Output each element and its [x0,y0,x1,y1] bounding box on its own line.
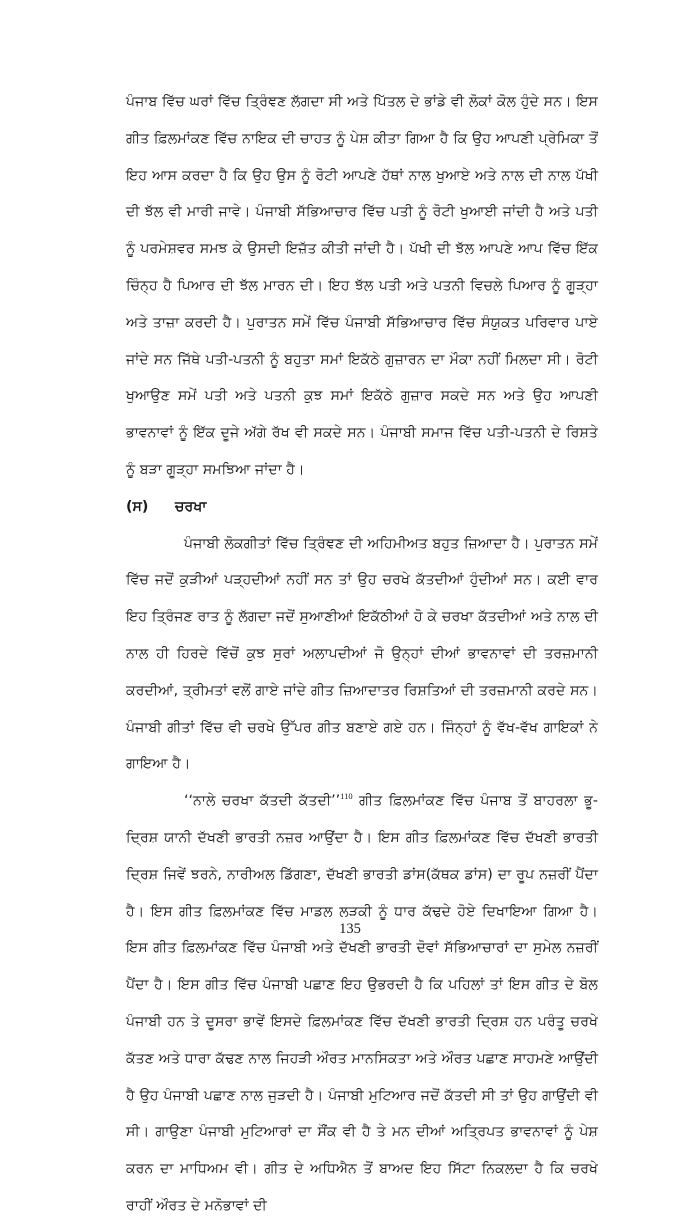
paragraph-3 [126,783,598,1225]
section-number: (ਸ) [126,498,149,515]
page-body [126,84,598,1225]
footnote-reference: 110 [340,791,353,802]
paragraph-1: ਪੰਜਾਬ ਵਿੱਚ ਘਰਾਂ ਵਿੱਚ ਤ੍ਰਿੰਞਣ ਲੱਗਦਾ ਸੀ ਅਤੇ ਪਿੱਤਲ ਦੇ ਭਾਂਡੇ ਵੀ ਲੋਕਾਂ ਕੋਲ ਹੁੰਦੇ ਸਨ। ਇਸ ਗੀਤ ਫ਼ਿਲਮਾਂਕਣ ਵਿੱਚ ਨਾਇਕ ਦੀ ਚਾਹਤ ਨੂੰ ਪੇਸ਼ ਕੀਤਾ ਗਿਆ ਹੈ ਕਿ ਉਹ ਆਪਣੀ ਪ੍ਰੇਮਿਕਾ ਤੋਂ ਇਹ ਆਸ ਕਰਦਾ ਹੈ ਕਿ ਉਹ ਉਸ ਨੂੰ ਰੋਟੀ ਆਪਣੇ ਹੱਥਾਂ ਨਾਲ ਖੁਆਏ ਅਤੇ ਨਾਲ ਦੀ ਨਾਲ ਪੱਖੀ ਦੀ ਝੱਲ ਵੀ ਮਾਰੀ ਜਾਵੇ। ਪੰਜਾਬੀ ਸੱਭਿਆਚਾਰ ਵਿੱਚ ਪਤੀ ਨੂੰ ਰੋਟੀ ਖੁਆਈ ਜਾਂਦੀ ਹੈ ਅਤੇ ਪਤੀ ਨੂੰ ਪਰਮੇਸ਼ਵਰ ਸਮਝ ਕੇ ਉਸਦੀ ਇਜ਼ੱਤ ਕੀਤੀ ਜਾਂਦੀ ਹੈ। ਪੱਖੀ ਦੀ ਝੱਲ ਆਪਣੇ ਆਪ ਵਿੱਚ ਇੱਕ ਚਿੰਨ੍ਹ ਹੈ ਪਿਆਰ ਦੀ ਝੱਲ ਮਾਰਨ ਦੀ। ਇਹ ਝੱਲ ਪਤੀ ਅਤੇ ਪਤਨੀ ਵਿਚਲੇ ਪਿਆਰ ਨੂੰ ਗੂੜ੍ਹਾ ਅਤੇ ਤਾਜ਼ਾ ਕਰਦੀ ਹੈ। ਪੁਰਾਤਨ ਸਮੇਂ ਵਿੱਚ ਪੰਜਾਬੀ ਸੱਭਿਆਚਾਰ ਵਿੱਚ ਸੰਯੁਕਤ ਪਰਿਵਾਰ ਪਾਏ ਜਾਂਦੇ ਸਨ ਜਿੱਥੇ ਪਤੀ-ਪਤਨੀ ਨੂੰ ਬਹੁਤਾ ਸਮਾਂ ਇਕੱਠੇ ਗੁਜ਼ਾਰਨ ਦਾ ਮੌਕਾ ਨਹੀਂ ਮਿਲਦਾ ਸੀ। ਰੋਟੀ ਖੁਆਉਣ ਸਮੇਂ ਪਤੀ ਅਤੇ ਪਤਨੀ ਕੁਝ ਸਮਾਂ ਇਕੱਠੇ ਗੁਜ਼ਾਰ ਸਕਦੇ ਸਨ ਅਤੇ ਉਹ ਆਪਣੀ ਭਾਵਨਾਵਾਂ ਨੂੰ ਇੱਕ ਦੂਜੇ ਅੱਗੇ ਰੱਖ ਵੀ ਸਕਦੇ ਸਨ। ਪੰਜਾਬੀ ਸਮਾਜ ਵਿੱਚ ਪਤੀ-ਪਤਨੀ ਦੇ ਰਿਸ਼ਤੇ ਨੂੰ ਬੜਾ ਗੂੜ੍ਹਾ ਸਮਝਿਆ ਜਾਂਦਾ ਹੈ। [126,94,598,478]
song-title-quote: ‘‘ਨਾਲੇ ਚਰਖਾ ਕੱਤਦੀ ਕੱਤਦੀ’’ [184,793,341,810]
section-heading [126,489,598,526]
section-title: ਚਰਖਾ [175,498,207,515]
paragraph-2: ਪੰਜਾਬੀ ਲੋਕਗੀਤਾਂ ਵਿੱਚ ਤ੍ਰਿੰਞਣ ਦੀ ਅਹਿਮੀਅਤ ਬਹੁਤ ਜ਼ਿਆਦਾ ਹੈ। ਪੁਰਾਤਨ ਸਮੇਂ ਵਿੱਚ ਜਦੋਂ ਕੁੜੀਆਂ ਪੜ੍ਹਦੀਆਂ ਨਹੀਂ ਸਨ ਤਾਂ ਉਹ ਚਰਖੇ ਕੱਤਦੀਆਂ ਹੁੰਦੀਆਂ ਸਨ। ਕਈ ਵਾਰ ਇਹ ਤ੍ਰਿੰਜਣ ਰਾਤ ਨੂੰ ਲੱਗਦਾ ਜਦੋਂ ਸੁਆਣੀਆਂ ਇਕੱਠੀਆਂ ਹੋ ਕੇ ਚਰਖਾ ਕੱਤਦੀਆਂ ਅਤੇ ਨਾਲ ਦੀ ਨਾਲ ਹੀ ਹਿਰਦੇ ਵਿੱਚੋਂ ਕੁਝ ਸੁਰਾਂ ਅਲਾਪਦੀਆਂ ਜੋ ਉਨ੍ਹਾਂ ਦੀਆਂ ਭਾਵਨਾਵਾਂ ਦੀ ਤਰਜ਼ਮਾਨੀ ਕਰਦੀਆਂ, ਤ੍ਰੀਮਤਾਂ ਵਲੋਂ ਗਾਏ ਜਾਂਦੇ ਗੀਤ ਜ਼ਿਆਦਾਤਰ ਰਿਸ਼ਤਿਆਂ ਦੀ ਤਰਜ਼ਮਾਨੀ ਕਰਦੇ ਸਨ। ਪੰਜਾਬੀ ਗੀਤਾਂ ਵਿੱਚ ਵੀ ਚਰਖੇ ਉੱਪਰ ਗੀਤ ਬਣਾਏ ਗਏ ਹਨ। ਜਿੰਨ੍ਹਾਂ ਨੂੰ ਵੱਖ-ਵੱਖ ਗਾਇਕਾਂ ਨੇ ਗਾਇਆ ਹੈ। [126,535,598,773]
paragraph-3-text: ਗੀਤ ਫ਼ਿਲਮਾਂਕਣ ਵਿੱਚ ਪੰਜਾਬ ਤੋਂ ਬਾਹਰਲਾ ਭੂ-ਦ੍ਰਿਸ਼ ਯਾਨੀ ਦੱਖਣੀ ਭਾਰਤੀ ਨਜ਼ਰ ਆਉਂਦਾ ਹੈ। ਇਸ ਗੀਤ ਫ਼ਿਲਮਾਂਕਣ ਵਿੱਚ ਦੱਖਣੀ ਭਾਰਤੀ ਦ੍ਰਿਸ਼ ਜਿਵੇਂ ਝਰਨੇ, ਨਾਰੀਅਲ ਡਿੱਗਣਾ, ਦੱਖਣੀ ਭਾਰਤੀ ਡਾਂਸ(ਕੱਥਕ ਡਾਂਸ) ਦਾ ਰੂਪ ਨਜ਼ਰੀਂ ਪੈਂਦਾ ਹੈ। ਇਸ ਗੀਤ ਫ਼ਿਲਮਾਂਕਣ ਵਿੱਚ ਮਾਡਲ ਲੜਕੀ ਨੂੰ ਧਾਰ ਕੱਢਦੇ ਹੋਏ ਦਿਖਾਇਆ ਗਿਆ ਹੈ। ਇਸ ਗੀਤ ਫ਼ਿਲਮਾਂਕਣ ਵਿੱਚ ਪੰਜਾਬੀ ਅਤੇ ਦੱਖਣੀ ਭਾਰਤੀ ਦੋਵਾਂ ਸੱਭਿਆਚਾਰਾਂ ਦਾ ਸੁਮੇਲ ਨਜ਼ਰੀਂ ਪੈਂਦਾ ਹੈ। ਇਸ ਗੀਤ ਵਿੱਚ ਪੰਜਾਬੀ ਪਛਾਣ ਇਹ ਉਭਰਦੀ ਹੈ ਕਿ ਪਹਿਲਾਂ ਤਾਂ ਇਸ ਗੀਤ ਦੇ ਬੋਲ ਪੰਜਾਬੀ ਹਨ ਤੇ ਦੂਸਰਾ ਭਾਵੇਂ ਇਸਦੇ ਫ਼ਿਲਮਾਂਕਣ ਵਿੱਚ ਦੱਖਣੀ ਭਾਰਤੀ ਦ੍ਰਿਸ਼ ਹਨ ਪਰੰਤੂ ਚਰਖੇ ਕੱਤਣ ਅਤੇ ਧਾਰਾ ਕੱਢਣ ਨਾਲ ਜਿਹੜੀ ਔਰਤ ਮਾਨਸਿਕਤਾ ਅਤੇ ਔਰਤ ਪਛਾਣ ਸਾਹਮਣੇ ਆਉਂਦੀ ਹੈ ਉਹ ਪੰਜਾਬੀ ਪਛਾਣ ਨਾਲ ਜੁੜਦੀ ਹੈ। ਪੰਜਾਬੀ ਮੁਟਿਆਰ ਜਦੋਂ ਕੱਤਦੀ ਸੀ ਤਾਂ ਉਹ ਗਾਉਂਦੀ ਵੀ ਸੀ। ਗਾਉਣਾ ਪੰਜਾਬੀ ਮੁਟਿਆਰਾਂ ਦਾ ਸੌਂਕ ਵੀ ਹੈ ਤੇ ਮਨ ਦੀਆਂ ਅਤ੍ਰਿਪਤ ਭਾਵਨਾਵਾਂ ਨੂੰ ਪੇਸ਼ ਕਰਨ ਦਾ ਮਾਧਿਅਮ ਵੀ। ਗੀਤ ਦੇ ਅਧਿਐਨ ਤੋਂ ਬਾਅਦ ਇਹ ਸਿੱਟਾ ਨਿਕਲਦਾ ਹੈ ਕਿ ਚਰਖੇ ਰਾਹੀਂ ਔਰਤ ਦੇ ਮਨੋਭਾਵਾਂ ਦੀ [126,793,598,1214]
page-number: 135 [339,921,361,937]
